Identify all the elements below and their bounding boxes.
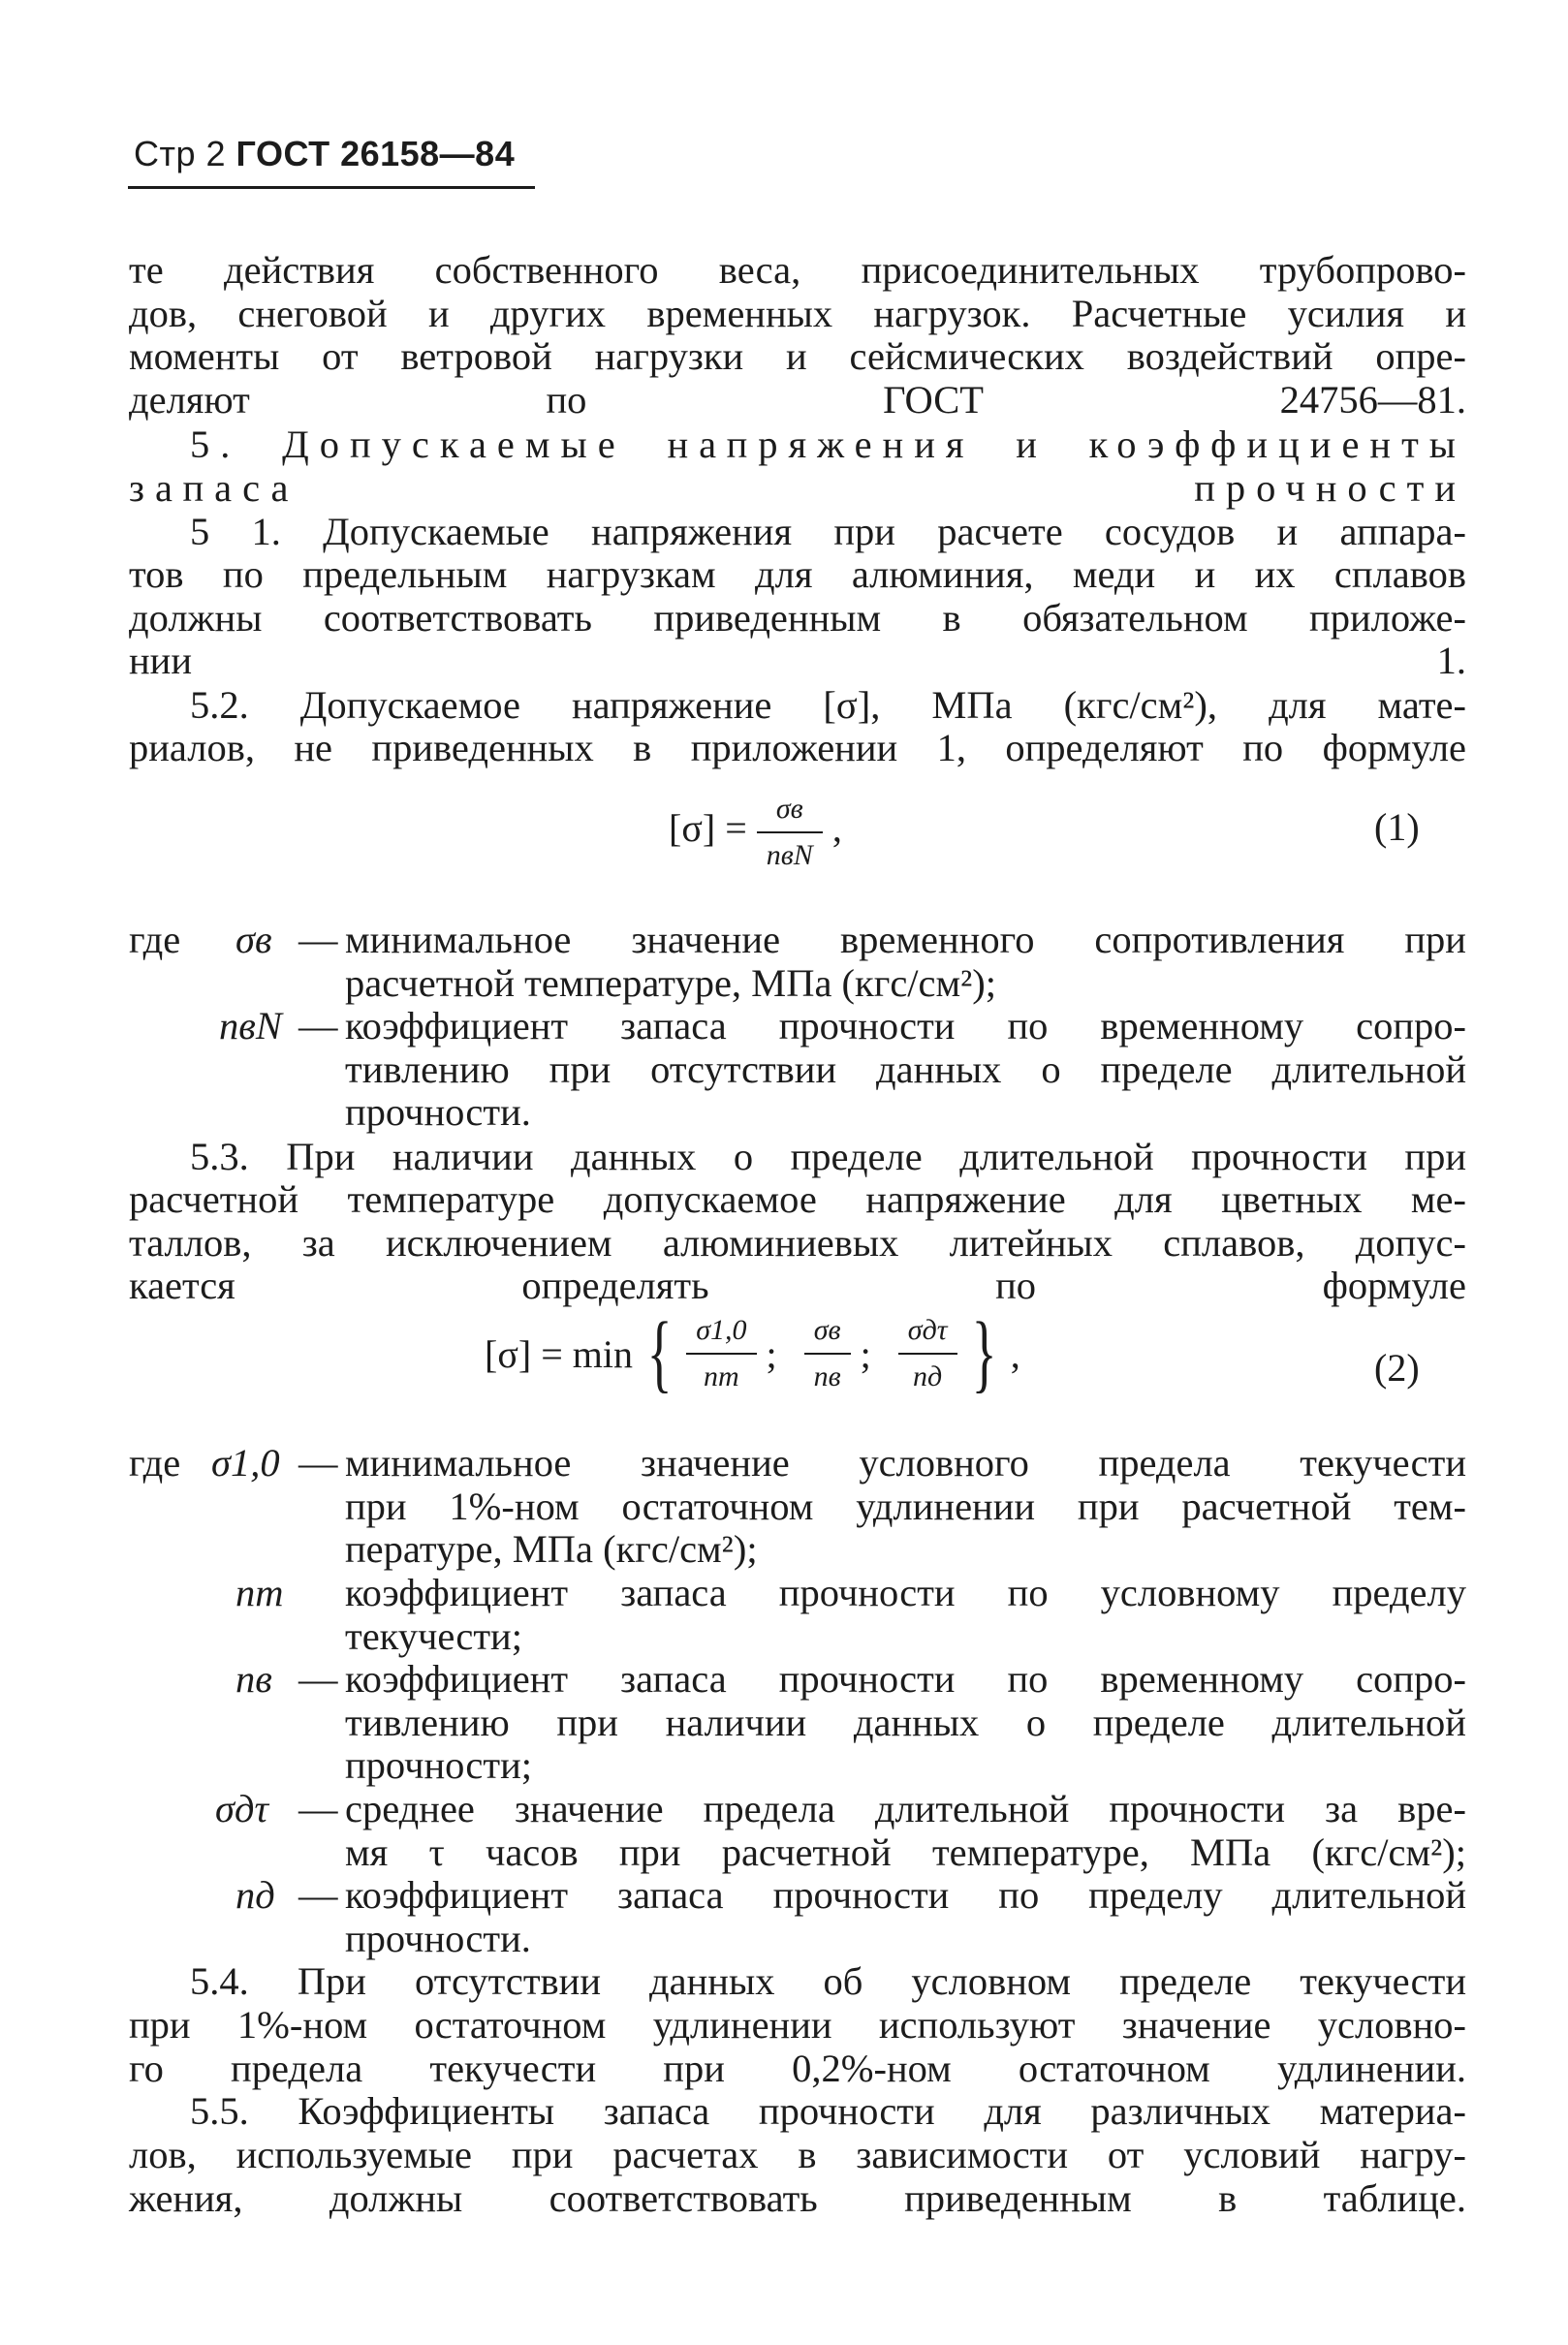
text-line: коэффициент запаса прочности по временному сопро- xyxy=(345,1004,1466,1047)
definition-dash: — xyxy=(298,1004,338,1047)
fraction-denominator: nв xyxy=(813,1360,841,1392)
definition-symbol: σ1,0 xyxy=(211,1441,280,1485)
formula-lhs: [σ] = xyxy=(669,806,747,851)
definition-lead: где xyxy=(129,918,181,961)
definition-symbol: nв xyxy=(235,1657,272,1701)
fraction xyxy=(686,1314,756,1393)
text-line: 5.2. Допускаемое напряжение [σ], МПа (кгс/см²), для мате- xyxy=(190,683,1466,727)
standard-number: ГОСТ 26158—84 xyxy=(235,134,516,173)
definition-symbol: nвN xyxy=(219,1004,282,1047)
text-line: кается определять по формуле xyxy=(129,1264,1466,1307)
definition-text xyxy=(345,1874,1466,1960)
paragraph-5-3-first xyxy=(190,1136,1466,1179)
right-brace: } xyxy=(971,1305,997,1401)
text-line: деляют по ГОСТ 24756—81. xyxy=(129,377,1466,422)
text-line: должны соответствовать приведенным в обязательном приложе- xyxy=(129,595,1466,640)
definition-dash: — xyxy=(298,1873,338,1917)
text-line: прочности; xyxy=(345,1743,533,1787)
text-line: тивлению при наличии данных о пределе длительной xyxy=(345,1700,1466,1744)
intro-paragraph xyxy=(129,249,1466,422)
text-line: 5 1. Допускаемые напряжения при расчете сосудов и аппара- xyxy=(190,510,1466,553)
text-line: 5.4. При отсутствии данных об условном пределе текучести xyxy=(190,1959,1466,2003)
fraction-denominator: nвN xyxy=(766,839,813,871)
definition-symbol: nт xyxy=(235,1571,284,1614)
left-brace: { xyxy=(646,1305,673,1401)
fraction-bar xyxy=(898,1353,957,1355)
formula-tail: , xyxy=(1010,1331,1020,1376)
separator: ; xyxy=(860,1331,871,1376)
text-line: пературе, МПа (кгс/см²); xyxy=(345,1527,758,1571)
fraction-bar xyxy=(804,1353,851,1355)
text-line: тов по предельным нагрузкам для алюминия, меди и их сплавов xyxy=(129,552,1466,596)
text-line: го предела текучести при 0,2%-ном остаточном удлинении. xyxy=(129,2046,1466,2090)
fraction-denominator: nд xyxy=(913,1360,943,1392)
paragraph-5-3 xyxy=(129,1178,1466,1308)
formula-2 xyxy=(485,1305,1020,1401)
formula-tail: , xyxy=(831,806,842,851)
paragraph-5-1-first xyxy=(190,511,1466,554)
definition-symbol: σдτ xyxy=(215,1787,268,1830)
definition-text xyxy=(345,1788,1466,1874)
definition-dash: — xyxy=(298,1441,338,1485)
text-line: коэффициент запаса прочности по временному сопро- xyxy=(345,1657,1466,1701)
definition-text xyxy=(345,1572,1466,1658)
definition-symbol: nд xyxy=(235,1873,275,1917)
text-line: дов, снеговой и других временных нагрузок. Расчетные усилия и xyxy=(129,291,1466,335)
text-line: прочности. xyxy=(345,1916,531,1960)
fraction-numerator: σв xyxy=(813,1314,841,1346)
definition-dash: — xyxy=(298,1657,338,1701)
formula-lhs: [σ] = min xyxy=(485,1331,633,1376)
definition-symbol: σв xyxy=(235,918,272,961)
text-line: моменты от ветровой нагрузки и сейсмических воздействий опре- xyxy=(129,334,1466,378)
paragraph-5-5-first xyxy=(190,2090,1466,2134)
text-line: 5. Допускаемые напряжения и коэффициенты xyxy=(190,422,1466,466)
separator: ; xyxy=(766,1331,777,1376)
text-line: лов, используемые при расчетах в зависимости от условий нагру- xyxy=(129,2133,1466,2176)
paragraph-5-5 xyxy=(129,2134,1466,2220)
formula-1 xyxy=(669,793,842,872)
definition-dash: — xyxy=(298,1787,338,1830)
text-line: при 1%-ном остаточном удлинении используют значение условно- xyxy=(129,2003,1466,2047)
page-label: Стр 2 xyxy=(134,134,227,173)
fraction xyxy=(898,1314,957,1393)
section-title-cont xyxy=(129,467,1466,511)
section-title xyxy=(190,423,1466,467)
equation-number: (2) xyxy=(1374,1346,1420,1390)
fraction-numerator: σв xyxy=(775,793,803,825)
paragraph-5-1 xyxy=(129,553,1466,683)
text-line: 5.5. Коэффициенты запаса прочности для различных материа- xyxy=(190,2089,1466,2133)
text-line: минимальное значение условного предела текучести xyxy=(345,1441,1466,1485)
definition-text xyxy=(345,1005,1466,1135)
text-line: прочности. xyxy=(345,1090,531,1134)
text-line: таллов, за исключением алюминиевых литейных сплавов, допус- xyxy=(129,1220,1466,1265)
fraction xyxy=(757,793,823,872)
fraction xyxy=(804,1314,851,1393)
text-line: те действия собственного веса, присоединительных трубопрово- xyxy=(129,248,1466,292)
paragraph-5-4-first xyxy=(190,1960,1466,2004)
page-header xyxy=(134,134,515,174)
definition-lead: где xyxy=(129,1441,181,1485)
text-line: расчетной температуре, МПа (кгс/см²); xyxy=(345,960,997,1005)
definition-text xyxy=(345,1442,1466,1572)
paragraph-5-2 xyxy=(129,727,1466,770)
definition-text xyxy=(345,1658,1466,1788)
definition-dash: — xyxy=(298,918,338,961)
header-rule xyxy=(128,186,535,189)
text-line: коэффициент запаса прочности по условному пределу xyxy=(345,1571,1466,1614)
text-line: расчетной температуре допускаемое напряжение для цветных ме- xyxy=(129,1177,1466,1221)
text-line: жения, должны соответствовать приведенным в таблице. xyxy=(129,2175,1466,2220)
fraction-bar xyxy=(757,831,823,833)
text-line: тивлению при отсутствии данных о пределе длительной xyxy=(345,1047,1466,1091)
text-line: среднее значение предела длительной прочности за вре- xyxy=(345,1787,1466,1830)
fraction-bar xyxy=(686,1353,756,1355)
fraction-numerator: σ1,0 xyxy=(696,1314,747,1346)
paragraph-5-2-first xyxy=(190,684,1466,728)
text-line: текучести; xyxy=(345,1613,522,1658)
definition-text xyxy=(345,919,1466,1005)
text-line: риалов, не приведенных в приложении 1, определяют по формуле xyxy=(129,726,1466,769)
text-line: минимальное значение временного сопротивления при xyxy=(345,918,1466,961)
text-line: мя τ часов при расчетной температуре, МПа (кгс/см²); xyxy=(345,1829,1466,1874)
text-line: запаса прочности xyxy=(129,466,1466,510)
paragraph-5-4 xyxy=(129,2004,1466,2090)
text-line: коэффициент запаса прочности по пределу длительной xyxy=(345,1873,1466,1917)
text-line: 5.3. При наличии данных о пределе длительной прочности при xyxy=(190,1135,1466,1178)
text-line: нии 1. xyxy=(129,639,1466,682)
equation-number: (1) xyxy=(1374,805,1420,849)
text-line: при 1%-ном остаточном удлинении при расчетной тем- xyxy=(345,1484,1466,1528)
fraction-numerator: σдτ xyxy=(907,1314,948,1346)
fraction-denominator: nт xyxy=(704,1360,739,1392)
